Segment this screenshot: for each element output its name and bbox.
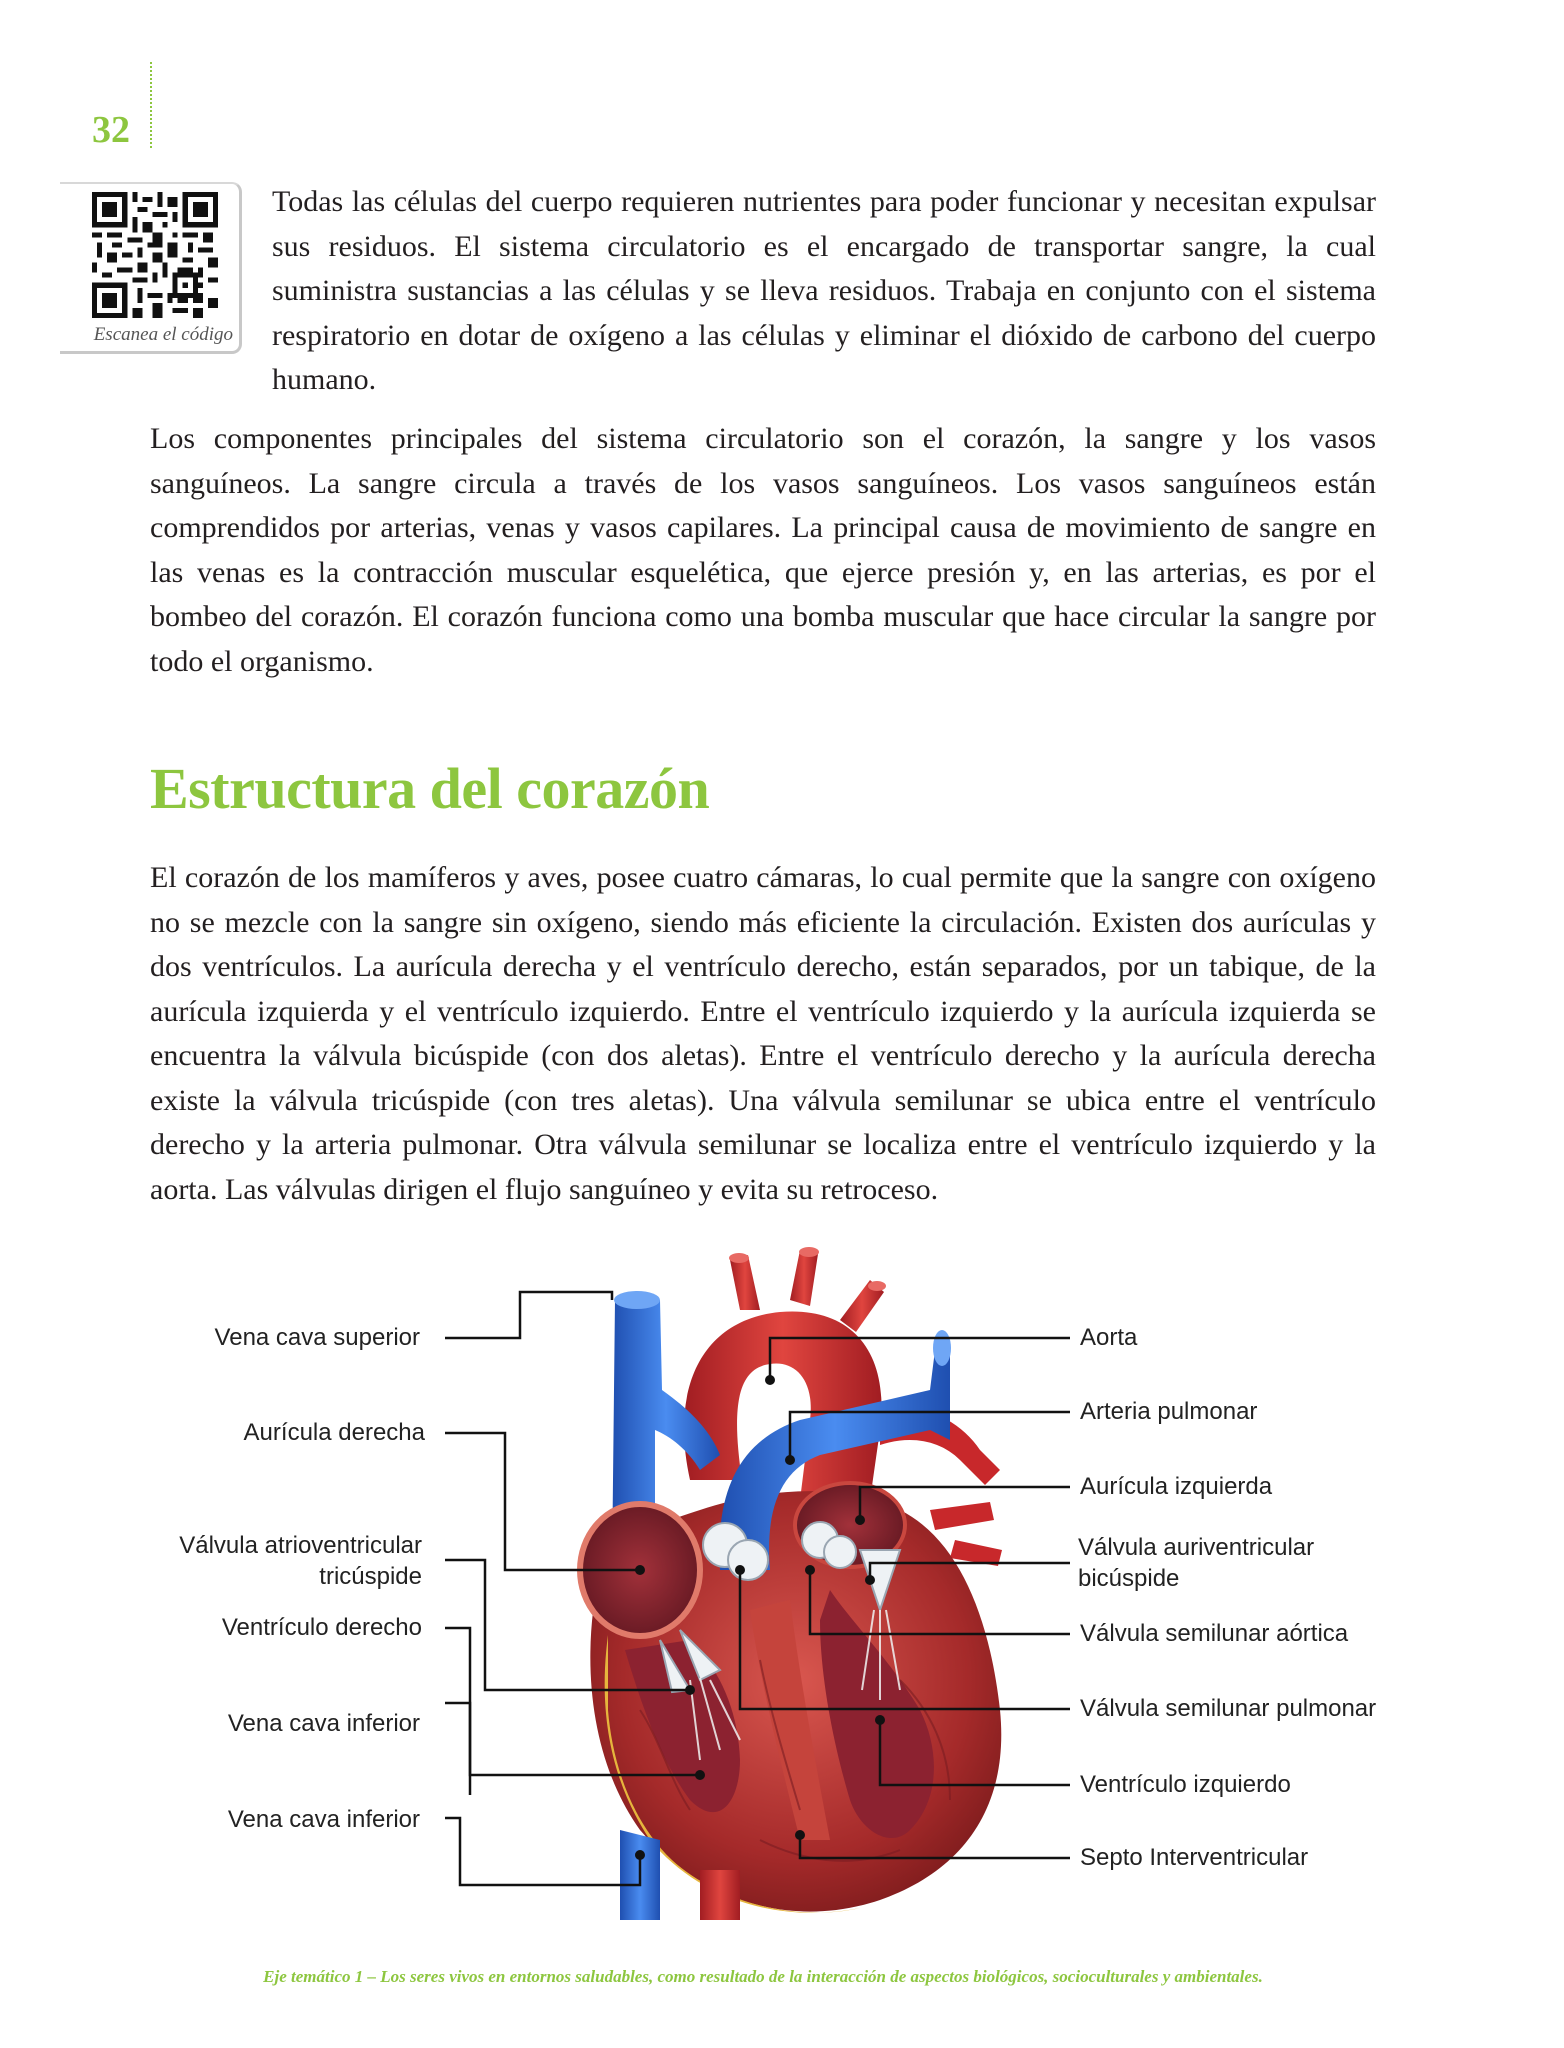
label-right-atrium: Aurícula derecha — [243, 1419, 425, 1446]
footer-caption: Eje temático 1 – Los seres vivos en entornos saludables, como resultado de la interacción de aspectos biológicos, socioculturales y ambientales. — [263, 1967, 1263, 1986]
label-right-ventricle: Ventrículo derecho — [221, 1614, 422, 1641]
page-number-rule — [150, 62, 152, 148]
label-tricuspid-valve-line2: tricúspide — [319, 1563, 422, 1590]
section-title: Estructura del corazón — [150, 756, 710, 821]
label-bicuspid-valve-line2: bicúspide — [1078, 1565, 1180, 1592]
label-interventricular-septum: Septo Interventricular — [1080, 1844, 1309, 1871]
page-number: 32 — [92, 109, 130, 151]
intro-paragraph-2: Los componentes principales del sistema circulatorio son el corazón, la sangre y los vasos sanguíneos. La sangre circula a través de los vasos sanguíneos. Los vasos sanguíneos están comprendidos por arterias, venas y vasos capilares. La principal causa de movimiento de sangre en las venas es la contracción muscular esquelética, que ejerce presión y, en las arterias, es por el bombeo del corazón. El corazón funciona como una bomba muscular que hace circular la sangre por todo el organismo. — [150, 422, 1376, 678]
label-left-atrium: Aurícula izquierda — [1080, 1473, 1273, 1500]
label-pulmonary-semilunar-valve: Válvula semilunar pulmonar — [1080, 1695, 1377, 1722]
label-aorta: Aorta — [1080, 1324, 1138, 1351]
label-tricuspid-valve — [150, 1530, 422, 1592]
label-tricuspid-valve-line1: Válvula atrioventricular — [179, 1532, 422, 1559]
label-left-ventricle: Ventrículo izquierdo — [1080, 1771, 1291, 1798]
section-paragraph: El corazón de los mamíferos y aves, posee cuatro cámaras, lo cual permite que la sangre con oxígeno no se mezcle con la sangre sin oxígeno, siendo más eficiente la circulación. Existen dos aurículas y dos ventrículos. La aurícula derecha y el ventrículo derecho, están separados, por un tabique, de la aurícula izquierda y el ventrículo izquierdo. Entre el ventrículo izquierdo y la aurícula izquierda se encuentra la válvula bicúspide (con dos aletas). Entre el ventrículo derecho y la aurícula derecha existe la válvula tricúspide (con tres aletas). Una válvula semilunar se ubica entre el ventrículo derecho y la arteria pulmonar. Otra válvula semilunar se localiza entre el ventrículo izquierdo y la aorta. Las válvulas dirigen el flujo sanguíneo y evita su retroceso. — [150, 861, 1376, 1206]
label-aortic-semilunar-valve: Válvula semilunar aórtica — [1080, 1620, 1349, 1647]
qr-caption: Escanea el código — [93, 324, 233, 345]
qr-code-box[interactable] — [60, 182, 242, 354]
label-bicuspid-valve — [1078, 1532, 1314, 1594]
label-bicuspid-valve-line1: Válvula auriventricular — [1078, 1534, 1315, 1561]
label-superior-vena-cava: Vena cava superior — [214, 1324, 420, 1351]
label-pulmonary-artery: Arteria pulmonar — [1080, 1398, 1258, 1425]
label-inferior-vena-cava-2: Vena cava inferior — [227, 1806, 420, 1833]
qr-code-icon[interactable] — [92, 192, 218, 318]
intro-paragraph-1: Todas las células del cuerpo requieren nutrientes para poder funcionar y necesitan expulsar sus residuos. El sistema circulatorio es el encargado de transportar sangre, la cual suministra sustancias a las células y se lleva residuos. Trabaja en conjunto con el sistema respiratorio en dotar de oxígeno a las células y eliminar el dióxido de carbono del cuerpo humano. — [272, 185, 1376, 396]
label-inferior-vena-cava-1: Vena cava inferior — [227, 1710, 420, 1737]
heart-diagram — [0, 1240, 1564, 1920]
